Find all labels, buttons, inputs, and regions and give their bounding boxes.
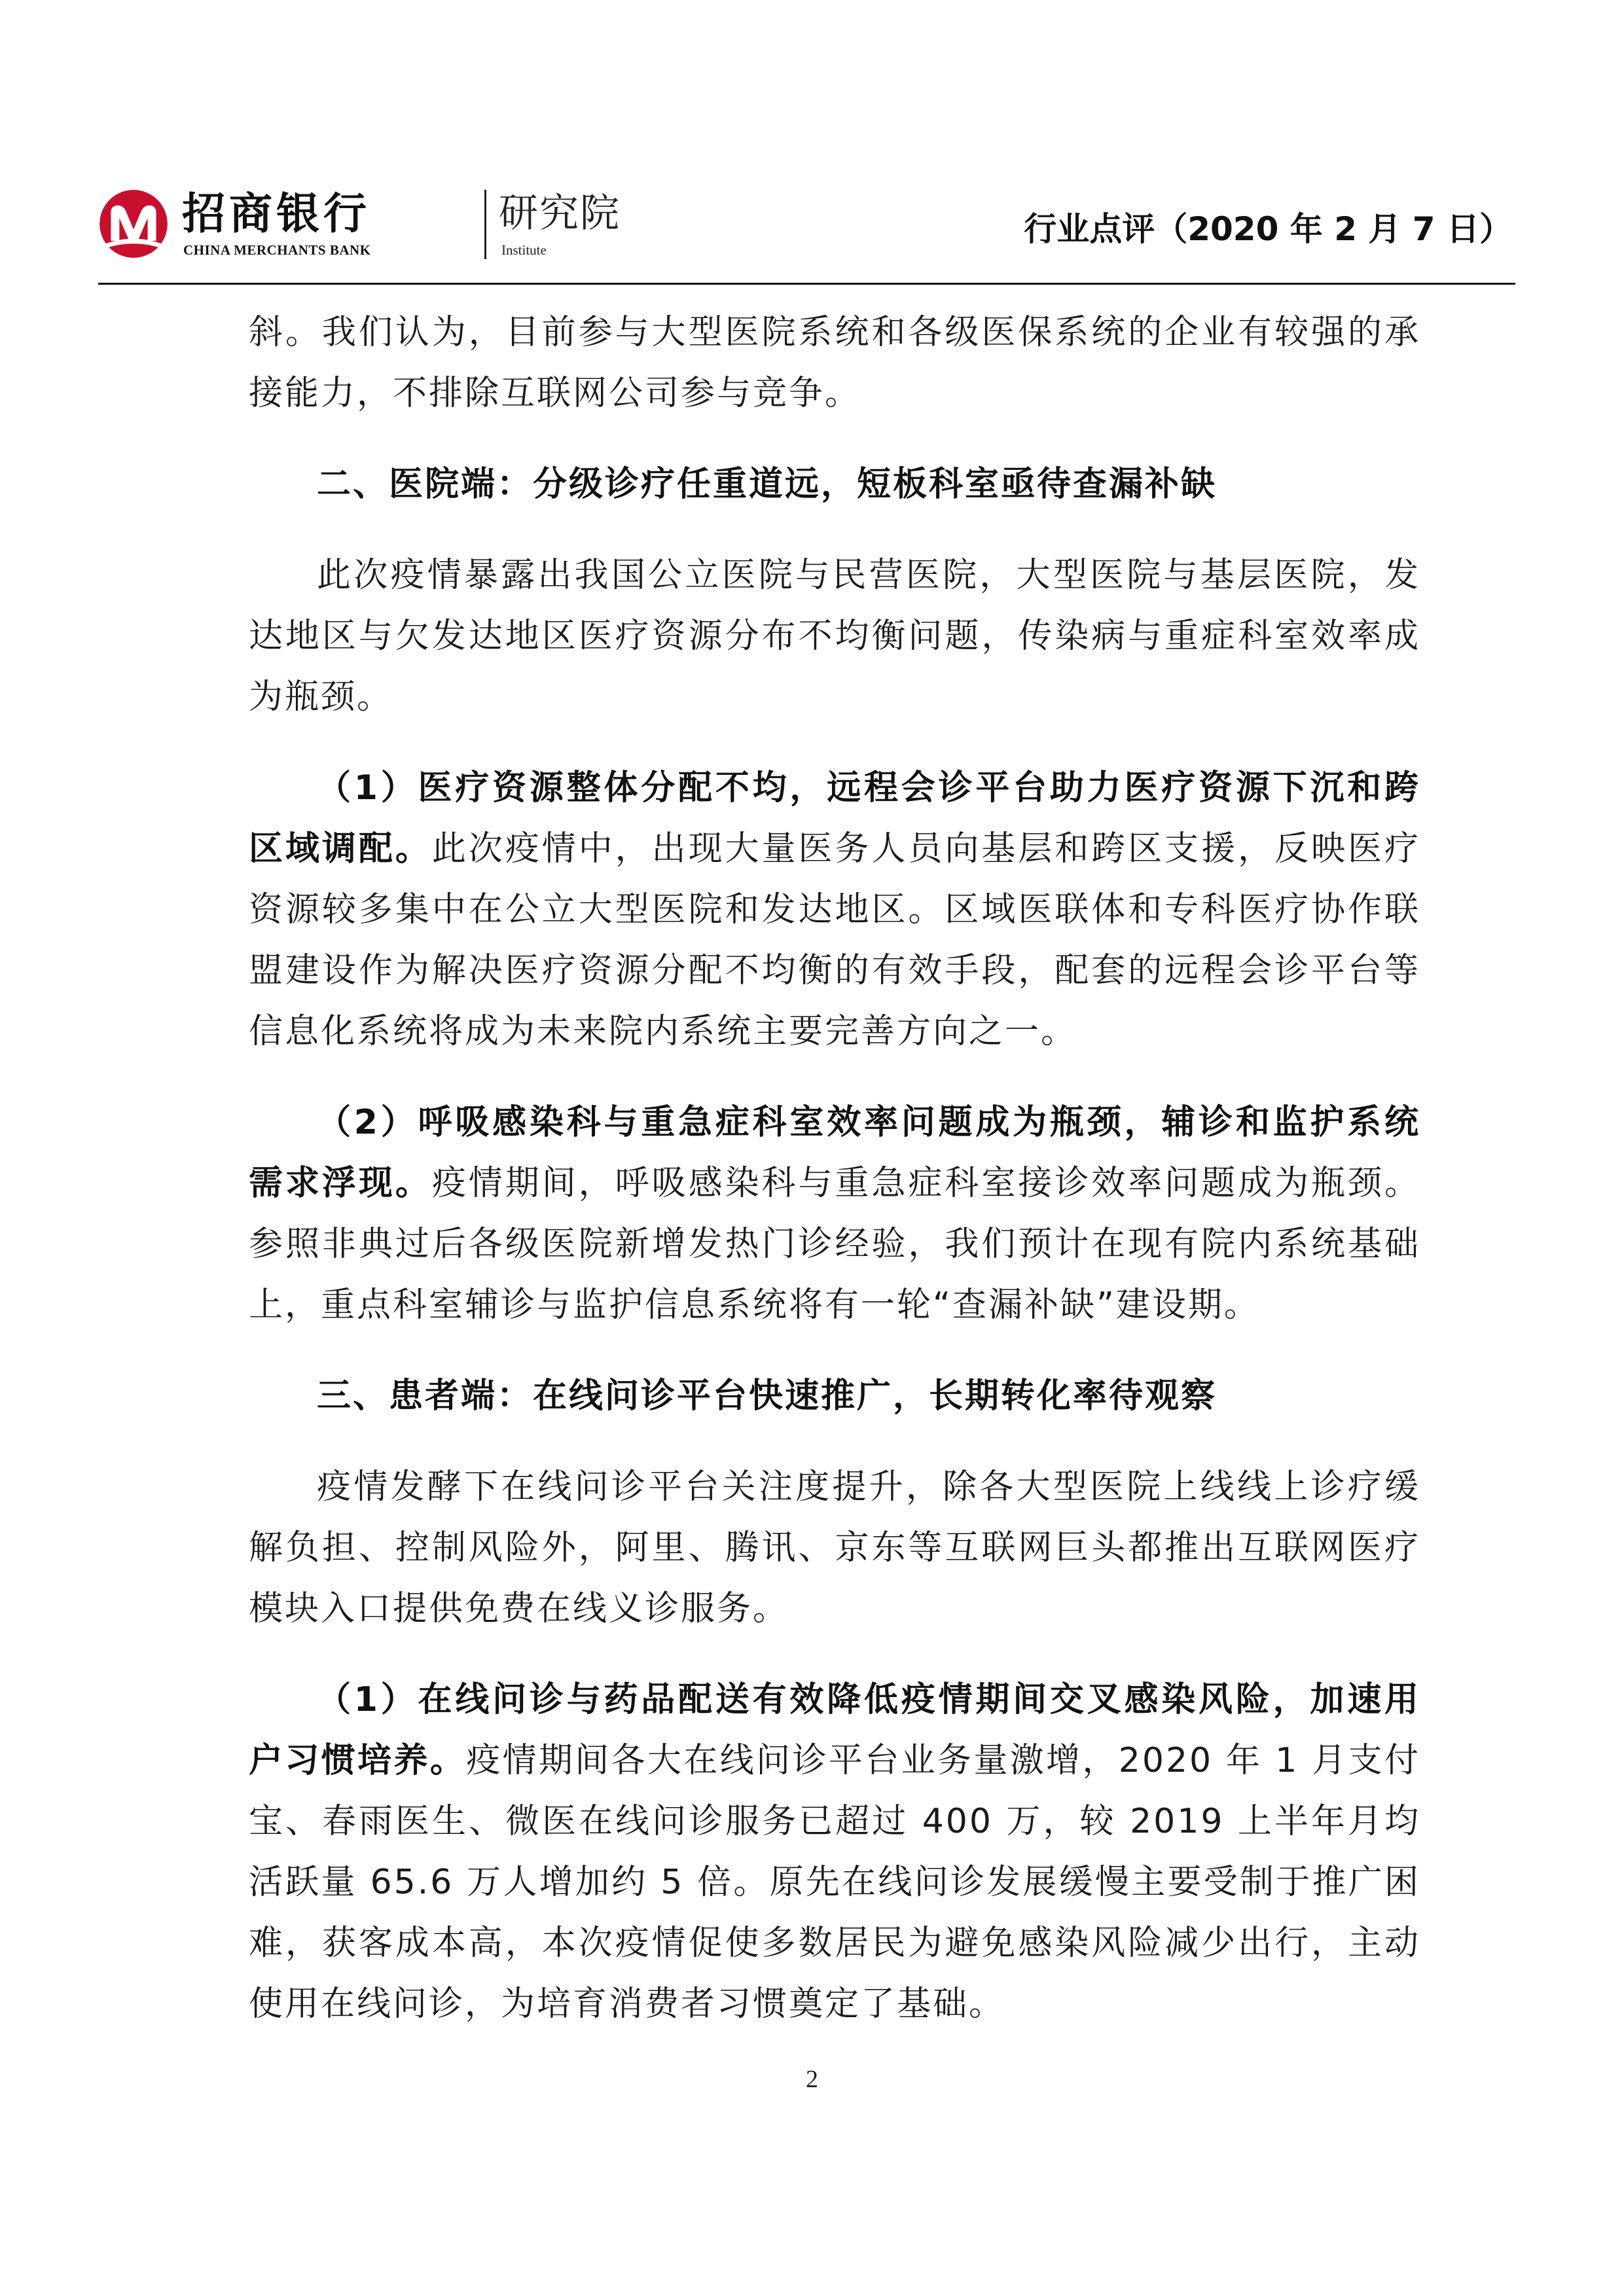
logo-english-name: CHINA MERCHANTS BANK — [183, 242, 371, 258]
point-2-lead: （2）呼吸感染科与重急症科室效率问题成为瓶颈，辅诊和监护系统需求浮现。 — [249, 1103, 1420, 1203]
section-heading-hospital: 二、医院端：分级诊疗任重道远，短板科室亟待查漏补缺 — [317, 465, 1218, 504]
paragraph-point-1 — [249, 758, 1420, 1062]
paragraph-continuation: 斜。我们认为，目前参与大型医院系统和各级医保系统的企业有较强的承接能力，不排除互联网公司参与竞争。 — [249, 313, 1420, 413]
report-type-date: 行业点评（2020 年 2 月 7 日） — [1024, 210, 1512, 248]
institute-english-name: Institute — [501, 242, 547, 258]
logo-divider — [484, 190, 486, 259]
header-divider — [98, 283, 1515, 285]
patient-point-1-text: 疫情期间各大在线问诊平台业务量激增，2020 年 1 月支付宝、春雨医生、微医在线问诊服务已超过 400 万，较 2019 上半年月均活跃量 65.6 万人增加约 5 倍。原先在线问诊发展缓慢主要受制于推广困难，获客成本高，本次疫情促使多数居民为避免感染风险减少出行，主动使用在线问诊，为培育消费者习惯奠定了基础。 — [249, 1741, 1420, 2024]
paragraph-hospital-intro: 此次疫情暴露出我国公立医院与民营医院，大型医院与基层医院，发达地区与欠发达地区医疗资源分布不均衡问题，传染病与重症科室效率成为瓶颈。 — [249, 556, 1420, 717]
point-2-text: 疫情期间，呼吸感染科与重急症科室接诊效率问题成为瓶颈。参照非典过后各级医院新增发热门诊经验，我们预计在现有院内系统基础上，重点科室辅诊与监护信息系统将有一轮“查漏补缺”建设期。 — [249, 1164, 1420, 1325]
section-heading-patient: 三、患者端：在线问诊平台快速推广，长期转化率待观察 — [317, 1376, 1218, 1416]
institute-chinese-name: 研究院 — [499, 190, 621, 236]
page-header — [98, 177, 1512, 281]
logo-chinese-name: 招商银行 — [182, 188, 370, 239]
patient-point-1-lead: （1）在线问诊与药品配送有效降低疫情期间交叉感染风险，加速用户习惯培养。 — [249, 1680, 1420, 1780]
point-1-lead: （1）医疗资源整体分配不均，远程会诊平台助力医疗资源下沉和跨区域调配。 — [249, 768, 1420, 869]
report-body — [249, 302, 1420, 2035]
paragraph-patient-point-1 — [249, 1670, 1420, 2035]
cmb-logo-icon — [98, 188, 169, 259]
paragraph-point-2 — [249, 1092, 1420, 1336]
page-number: 2 — [806, 2066, 818, 2093]
paragraph-patient-intro: 疫情发酵下在线问诊平台关注度提升，除各大型医院上线线上诊疗缓解负担、控制风险外，阿里、腾讯、京东等互联网巨头都推出互联网医疗模块入口提供免费在线义诊服务。 — [249, 1467, 1420, 1628]
point-1-text: 此次疫情中，出现大量医务人员向基层和跨区支援，反映医疗资源较多集中在公立大型医院和发达地区。区域医联体和专科医疗协作联盟建设作为解决医疗资源分配不均衡的有效手段，配套的远程会诊平台等信息化系统将成为未来院内系统主要完善方向之一。 — [249, 829, 1420, 1051]
